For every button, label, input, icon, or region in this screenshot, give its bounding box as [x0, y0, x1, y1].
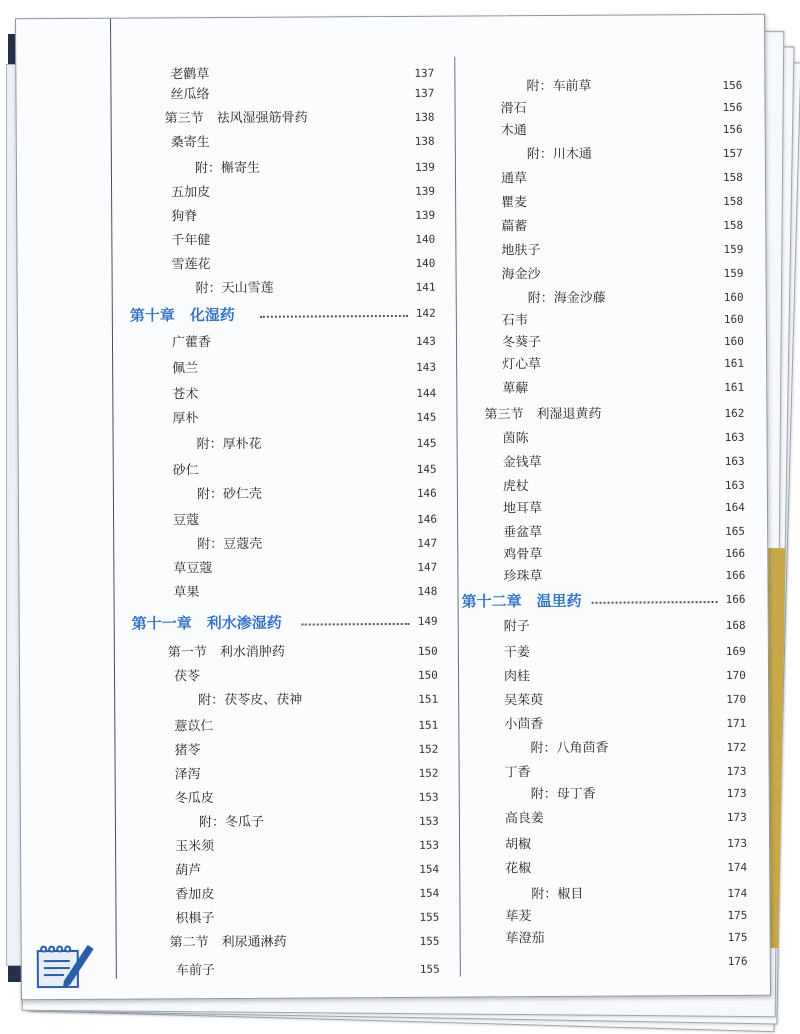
toc-entry-title: 苍术 [172, 387, 199, 403]
toc-entry-title: 滑石 [500, 101, 527, 117]
toc-entry-title: 第一节 利水消肿药 [167, 644, 285, 661]
toc-page-number: 150 [417, 644, 438, 658]
toc-left-column [16, 17, 454, 979]
toc-page-number: 161 [724, 356, 745, 370]
toc-page-number: 151 [418, 718, 439, 732]
toc-page-number: 173 [726, 786, 747, 800]
toc-entry-title: 地耳草 [502, 501, 543, 517]
toc-entry-title: 老鹳草 [170, 67, 210, 83]
toc-page-number: 153 [418, 814, 439, 828]
toc-entry-title: 五加皮 [171, 185, 211, 201]
toc-entry-title: 附：砂仁壳 [196, 486, 262, 503]
toc-page-number: 151 [418, 692, 439, 706]
toc-entry [22, 927, 770, 954]
toc-entry-title: 猪苓 [174, 743, 201, 759]
toc-page-number: 139 [415, 208, 436, 222]
toc-page-number: 175 [727, 908, 748, 922]
toc-page-number: 141 [415, 280, 436, 294]
toc-page-number: 153 [419, 838, 439, 852]
toc-page-number: 157 [722, 146, 743, 160]
toc-page-number: 140 [415, 232, 436, 246]
toc-entry-title: 第三节 利湿退黄药 [484, 406, 602, 423]
toc-entry-title: 萆薢 [502, 381, 529, 397]
toc-entry-title: 木通 [500, 123, 527, 139]
leader-dots [592, 601, 718, 604]
toc-entry [20, 615, 768, 642]
toc-page-number: 158 [723, 194, 744, 208]
toc-entry [20, 737, 768, 764]
toc-entry-title: 第三节 祛风湿强筋骨药 [164, 110, 308, 127]
toc-entry-title: 第十二章 温里药 [461, 591, 582, 611]
toc-entry [20, 689, 768, 716]
toc-page-number: 142 [415, 306, 436, 320]
toc-entry-title: 附：豆蔻壳 [197, 536, 263, 553]
toc-page-number: 160 [723, 290, 744, 304]
toc-page-number: 155 [419, 910, 440, 924]
toc-entry-title: 冬葵子 [501, 335, 542, 351]
toc-page-number: 148 [417, 584, 438, 598]
toc-entry-title: 附：槲寄生 [194, 160, 260, 177]
toc-chapter-heading [20, 589, 768, 616]
toc-page-number: 166 [725, 592, 746, 606]
toc-page-number: 170 [726, 692, 747, 706]
toc-entry-title: 泽泻 [174, 767, 201, 783]
toc-entry [21, 857, 769, 884]
toc-entry-title: 草豆蔻 [173, 561, 213, 577]
toc-entry-title: 地肤子 [501, 243, 541, 259]
toc-entry [21, 783, 769, 810]
toc-page-number: 175 [727, 930, 748, 944]
toc-page-number: 173 [726, 810, 747, 824]
toc-page-number: 146 [417, 512, 437, 526]
toc-entry-title: 厚朴 [172, 411, 199, 427]
notepad-pen-icon [34, 937, 98, 995]
toc-entry-title: 狗脊 [171, 209, 198, 225]
toc-page-number: 145 [416, 436, 437, 450]
toc-page-number: 163 [724, 478, 745, 492]
toc-entry-title: 葫芦 [175, 863, 202, 879]
toc-entry-title: 丝瓜络 [170, 87, 210, 103]
toc-entry-title: 车前子 [175, 963, 215, 979]
toc-page-number: 166 [725, 568, 746, 582]
toc-page-number: 149 [417, 614, 438, 628]
toc-entry-title: 肉桂 [503, 669, 531, 685]
toc-entry-title: 附：川木通 [526, 146, 592, 163]
toc-page-number: 140 [415, 256, 436, 270]
toc-page-number: 173 [726, 764, 747, 778]
toc-page [15, 14, 771, 1001]
toc-page-number: 147 [417, 560, 438, 574]
toc-page-number: 168 [725, 618, 746, 632]
toc-page-number: 156 [722, 78, 743, 92]
toc-entry [19, 427, 767, 454]
toc-page-number: 152 [418, 742, 439, 756]
toc-entry-title: 雪莲花 [171, 257, 211, 273]
toc-page-number: 173 [727, 836, 747, 850]
toc-entry [20, 665, 768, 692]
toc-page-number: 170 [725, 668, 746, 682]
toc-page-number: 159 [723, 266, 744, 280]
toc-page-number: 163 [724, 454, 745, 468]
toc-entry-title: 吴茱萸 [504, 693, 544, 709]
toc-entry [20, 641, 768, 668]
toc-entry-title: 灯心草 [502, 357, 542, 373]
toc-page-number: 158 [723, 218, 744, 232]
toc-entry [17, 119, 765, 146]
toc-page-number: 146 [416, 486, 437, 500]
toc-entry-title: 通草 [500, 171, 528, 187]
toc-entry-title: 茵陈 [502, 431, 529, 447]
toc-entry-title: 薏苡仁 [174, 719, 214, 735]
toc-entry-title: 第二节 利尿通淋药 [169, 934, 287, 951]
toc-entry [19, 451, 767, 478]
toc-entry-title: 附：八角茴香 [530, 740, 609, 757]
toc-entry-title: 虎杖 [502, 479, 529, 495]
toc-entry [19, 497, 767, 524]
toc-entry [17, 215, 765, 242]
toc-entry-title: 枳椇子 [175, 911, 215, 927]
toc-section-heading [18, 403, 766, 430]
toc-entry-title: 茯苓 [173, 669, 201, 685]
toc-entry-title: 附子 [503, 619, 530, 635]
toc-page-number: 174 [727, 860, 748, 874]
toc-entry-title: 豆蔻 [173, 513, 200, 529]
toc-page-number: 139 [414, 160, 435, 174]
toc-entry-title: 瞿麦 [501, 195, 528, 211]
toc-entry-title: 桑寄生 [170, 135, 210, 151]
toc-entry [20, 713, 768, 740]
toc-page-number: 166 [725, 546, 746, 560]
toc-entry [21, 807, 769, 834]
toc-entry-title: 垂盆草 [503, 525, 543, 541]
toc-entry-title: 花椒 [505, 861, 532, 877]
toc-page-number: 144 [416, 386, 437, 400]
toc-entry-title: 金钱草 [502, 455, 542, 471]
toc-entry-title: 胡椒 [505, 837, 532, 853]
toc-entry-title: 千年健 [171, 233, 211, 249]
toc-entry-title: 石韦 [501, 313, 528, 329]
toc-entry [18, 377, 766, 404]
toc-entry-title: 海金沙 [501, 267, 541, 283]
toc-entry-title: 荜澄茄 [505, 931, 545, 947]
toc-page-number: 138 [414, 110, 435, 124]
toc-entry-title: 佩兰 [172, 361, 199, 377]
toc-entry-title: 第十章 化湿药 [129, 305, 235, 325]
toc-page-number: 161 [724, 380, 745, 394]
toc-entry-title: 附：车前草 [526, 78, 592, 95]
toc-page-number: 139 [415, 184, 435, 198]
toc-entry-title: 干姜 [503, 645, 530, 661]
toc-entry-title: 玉米须 [175, 839, 215, 855]
toc-entry [17, 239, 765, 266]
toc-entry-title: 丁香 [504, 765, 531, 781]
toc-entry-title: 第十一章 利水渗湿药 [131, 613, 282, 633]
toc-page-number: 158 [722, 170, 743, 184]
toc-entry-title: 香加皮 [175, 887, 215, 903]
toc-page-number: 137 [414, 86, 435, 100]
toc-page-number: 169 [725, 644, 746, 658]
toc-entry-title: 附：母丁香 [530, 786, 596, 803]
toc-page-number: 164 [724, 500, 745, 514]
toc-page-number: 154 [419, 886, 440, 900]
toc-entry-title: 珍珠草 [503, 569, 543, 585]
toc-entry-title: 附：茯苓皮、茯神 [198, 692, 303, 709]
toc-page-number: 160 [723, 312, 744, 326]
toc-entry-title: 荜茇 [505, 909, 532, 925]
toc-page-number: 154 [419, 862, 440, 876]
toc-page-number: 145 [416, 410, 437, 424]
toc-entry [21, 833, 769, 860]
toc-entry [17, 191, 765, 218]
toc-entry-title: 草果 [173, 585, 200, 601]
toc-entry [17, 143, 765, 170]
toc-page-number: 159 [723, 242, 744, 256]
toc-page-number: 150 [417, 668, 438, 682]
toc-entry-title: 鸡骨草 [503, 547, 543, 563]
toc-entry-title: 砂仁 [172, 463, 199, 479]
toc-entry-title: 附：厚朴花 [196, 436, 262, 453]
toc-page-number: 145 [416, 462, 437, 476]
toc-page-number: 147 [417, 536, 438, 550]
toc-page-number: 143 [415, 334, 436, 348]
toc-page-number: 153 [418, 790, 439, 804]
toc-entry-title: 附：天山雪莲 [195, 280, 274, 297]
toc-entry-title: 附：海金沙藤 [527, 290, 606, 307]
toc-page-number: 172 [726, 740, 747, 754]
toc-entry-title: 附：冬瓜子 [198, 814, 264, 831]
toc-entry [18, 263, 766, 290]
toc-page-number: 156 [722, 100, 743, 114]
toc-entry-title: 广藿香 [171, 335, 212, 351]
toc-entry-title: 萹蓄 [501, 219, 528, 235]
toc-entry-title: 附：椒目 [531, 886, 584, 903]
toc-entry [22, 951, 770, 978]
toc-page-number: 160 [723, 334, 744, 348]
toc-page-number: 165 [725, 524, 746, 538]
toc-page-number: 143 [416, 360, 437, 374]
toc-page-number: 162 [724, 406, 745, 420]
toc-page-number: 163 [724, 430, 745, 444]
toc-entry-title: 冬瓜皮 [174, 791, 214, 807]
toc-page-number: 174 [727, 886, 748, 900]
toc-page-number: 171 [726, 716, 747, 730]
toc-page-number: 155 [419, 934, 440, 948]
toc-page-number: 138 [414, 134, 435, 148]
toc-entry-title: 高良姜 [504, 811, 544, 827]
toc-entry [19, 565, 767, 592]
toc-entry [17, 167, 765, 194]
toc-page-number: 137 [414, 66, 435, 80]
toc-entry [18, 353, 766, 380]
toc-page-number: 176 [727, 954, 748, 968]
toc-page-number: 152 [418, 766, 439, 780]
toc-entry-title: 小茴香 [504, 717, 544, 733]
toc-page-number: 156 [722, 122, 743, 136]
toc-page-number: 155 [419, 962, 440, 976]
